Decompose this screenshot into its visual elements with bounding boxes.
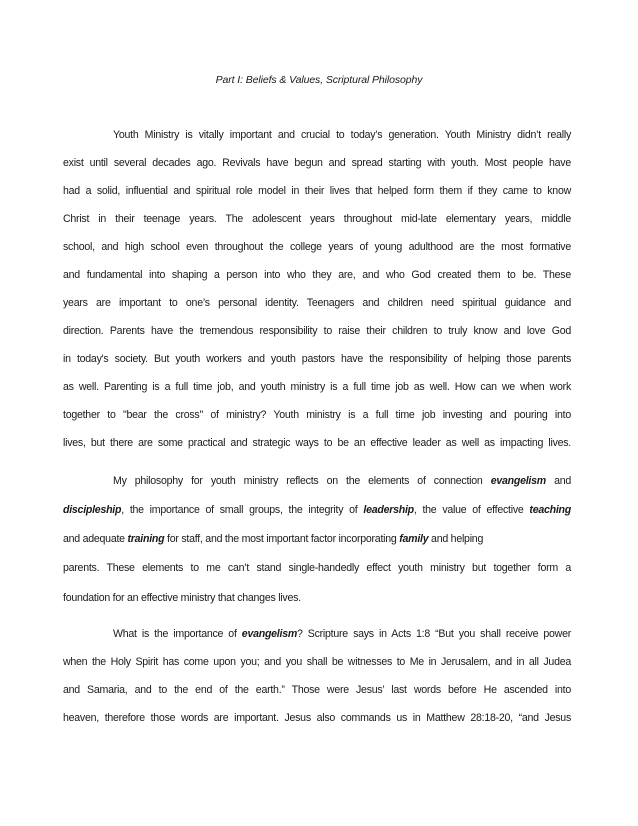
text-run: , the importance of small groups, the integrity of	[121, 504, 364, 516]
paragraph-3-line: and Samaria, and to the end of the earth.” Those were Jesus’ last words before He ascended into	[63, 684, 571, 696]
paragraph-1-line: had a solid, influential and spiritual role model in their lives that helped form them if they came to know	[63, 185, 571, 197]
text-run: , the value of effective	[413, 504, 530, 516]
keyword-leadership: leadership	[363, 504, 414, 516]
keyword-evangelism: evangelism	[241, 628, 298, 640]
paragraph-1-line: Christ in their teenage years. The adolescent years throughout mid-late elementary years, middle	[63, 213, 571, 225]
keyword-discipleship: discipleship	[63, 504, 122, 516]
paragraph-3-line	[113, 627, 571, 641]
paragraph-1-line: as well. Parenting is a full time job, and youth ministry is a full time job as well. How can we when work	[63, 381, 571, 393]
paragraph-1-line: Youth Ministry is vitally important and crucial to today’s generation. Youth Ministry didn’t really	[113, 129, 571, 141]
keyword-teaching: teaching	[529, 504, 571, 516]
paragraph-2-line	[63, 503, 571, 517]
paragraph-1-line: in today's society. But youth workers and youth pastors have the responsibility of helping those parents	[63, 353, 571, 365]
text-run: for staff, and the most important factor incorporating	[164, 533, 400, 545]
paragraph-2-line	[63, 532, 571, 546]
paragraph-3-line: when the Holy Spirit has come upon you; and you shall be witnesses to Me in Jerusalem, and in all Judea	[63, 656, 571, 668]
paragraph-2-line: parents. These elements to me can’t stand single-handedly effect youth ministry but together form a	[63, 562, 571, 574]
keyword-training: training	[127, 533, 165, 545]
paragraph-1-line: lives, but there are some practical and strategic ways to be an effective leader as well as impacting lives.	[63, 437, 571, 449]
text-run: My philosophy for youth ministry reflects on the elements of connection	[113, 475, 491, 487]
text-run: What is the importance of	[113, 628, 242, 640]
section-heading: Part I: Beliefs & Values, Scriptural Philosophy	[215, 74, 423, 86]
keyword-evangelism: evangelism	[490, 475, 546, 487]
text-run: and adequate	[63, 533, 128, 545]
paragraph-1-line: school, and high school even throughout the college years of young adulthood are the most formative	[63, 241, 571, 253]
text-run: and helping	[428, 533, 484, 545]
paragraph-1-line: years are important to one’s personal identity. Teenagers and children need spiritual guidance and	[63, 297, 571, 309]
paragraph-1-line: direction. Parents have the tremendous responsibility to raise their children to truly know and love God	[63, 325, 571, 337]
keyword-family: family	[399, 533, 429, 545]
text-run: ? Scripture says in Acts 1:8 “But you shall receive power	[297, 628, 572, 640]
paragraph-1-line: together to "bear the cross" of ministry? Youth ministry is a full time job investing and pouring into	[63, 409, 571, 421]
paragraph-2-line: foundation for an effective ministry that changes lives.	[63, 592, 301, 604]
paragraph-1-line: and fundamental into shaping a person into who they are, and who God created them to be. These	[63, 269, 571, 281]
text-run: and	[545, 475, 572, 487]
paragraph-1-line: exist until several decades ago. Revivals have begun and spread starting with youth. Most people have	[63, 157, 571, 169]
paragraph-3-line: heaven, therefore those words are important. Jesus also commands us in Matthew 28:18-20, “and Jesus	[63, 712, 571, 724]
paragraph-2-line	[113, 474, 571, 488]
